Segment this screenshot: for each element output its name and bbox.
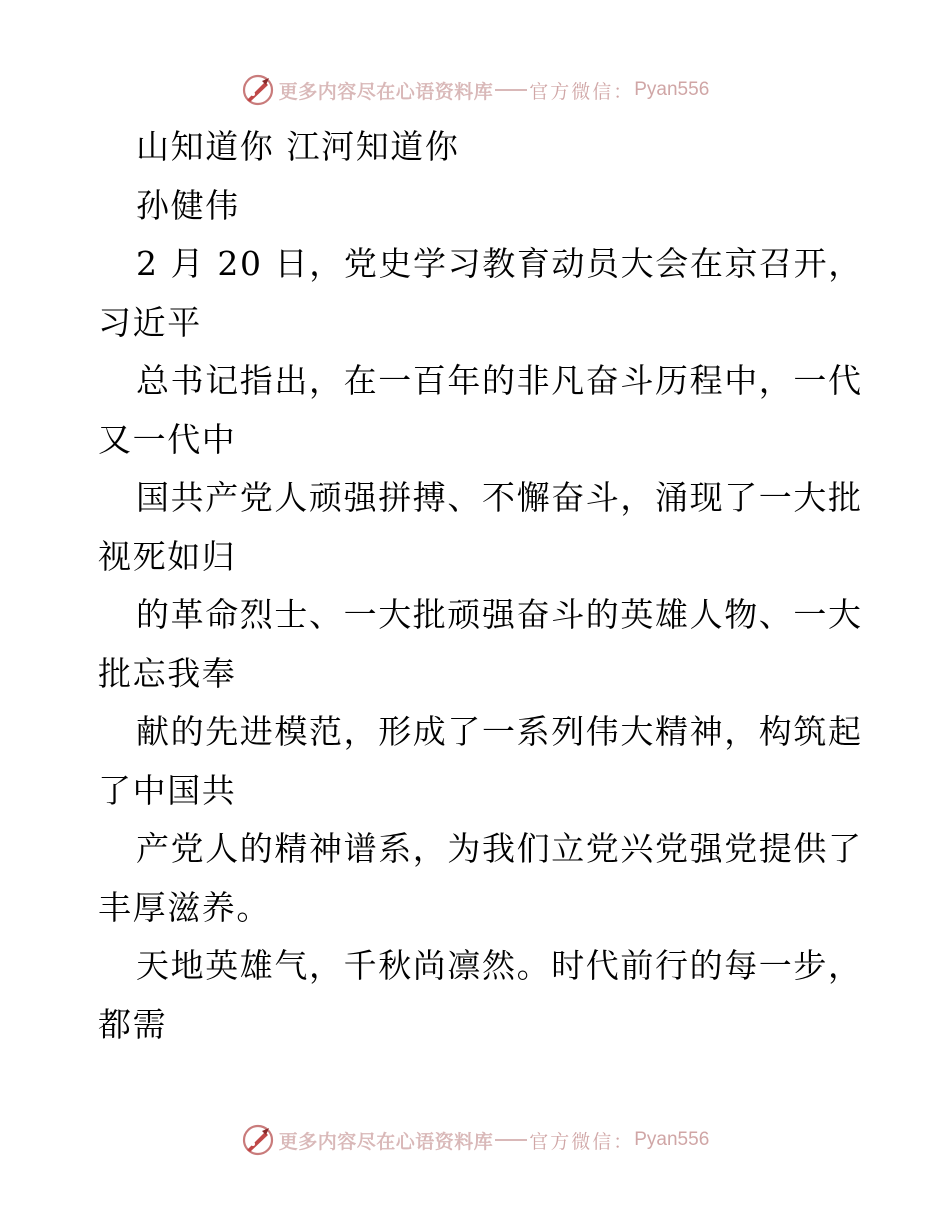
paragraph-line: 习近平: [98, 302, 202, 342]
paragraph-line: 献的先进模范，形成了一系列伟大精神，构筑起: [136, 712, 863, 751]
footer-wechat-account: Pyan556: [634, 1129, 710, 1150]
document-body: [98, 118, 863, 1054]
paragraph-line: 批忘我奉: [98, 653, 237, 693]
document-title: 山知道你 江河知道你: [136, 127, 460, 166]
paragraph-line: 视死如归: [98, 536, 237, 576]
paragraph-line: 国共产党人顽强拼搏、不懈奋斗，涌现了一大批: [136, 478, 863, 517]
footer-watermark-banner: [0, 1120, 950, 1160]
paragraph-line: 又一代中: [98, 419, 237, 459]
header-dash-divider: [495, 89, 527, 91]
paragraph-line: 了中国共: [98, 770, 237, 810]
footer-dash-divider: [495, 1139, 527, 1141]
document-author: 孙健伟: [136, 185, 240, 225]
paragraph-line: 2 月 20 日，党史学习教育动员大会在京召开，: [136, 244, 863, 283]
header-wechat-label: 官方微信：: [529, 80, 635, 103]
paragraph-line: 的革命烈士、一大批顽强奋斗的英雄人物、一大: [136, 595, 863, 634]
footer-wechat-label: 官方微信：: [529, 1130, 635, 1153]
footer-brand-text: 更多内容尽在心语资料库: [278, 1130, 494, 1153]
paragraph-line: 丰厚滋养。: [98, 887, 271, 927]
header-wechat-account: Pyan556: [634, 79, 710, 100]
quill-pen-logo-icon: [241, 1123, 275, 1157]
header-brand-text: 更多内容尽在心语资料库: [278, 80, 494, 103]
paragraph-line: 天地英雄气，千秋尚凛然。时代前行的每一步，: [136, 946, 863, 985]
paragraph-line: 总书记指出，在一百年的非凡奋斗历程中，一代: [136, 361, 863, 400]
paragraph-line: 都需: [98, 1004, 168, 1044]
paragraph-line: 产党人的精神谱系，为我们立党兴党强党提供了: [136, 829, 863, 868]
header-watermark-banner: [0, 70, 950, 110]
quill-pen-logo-icon: [241, 73, 275, 107]
